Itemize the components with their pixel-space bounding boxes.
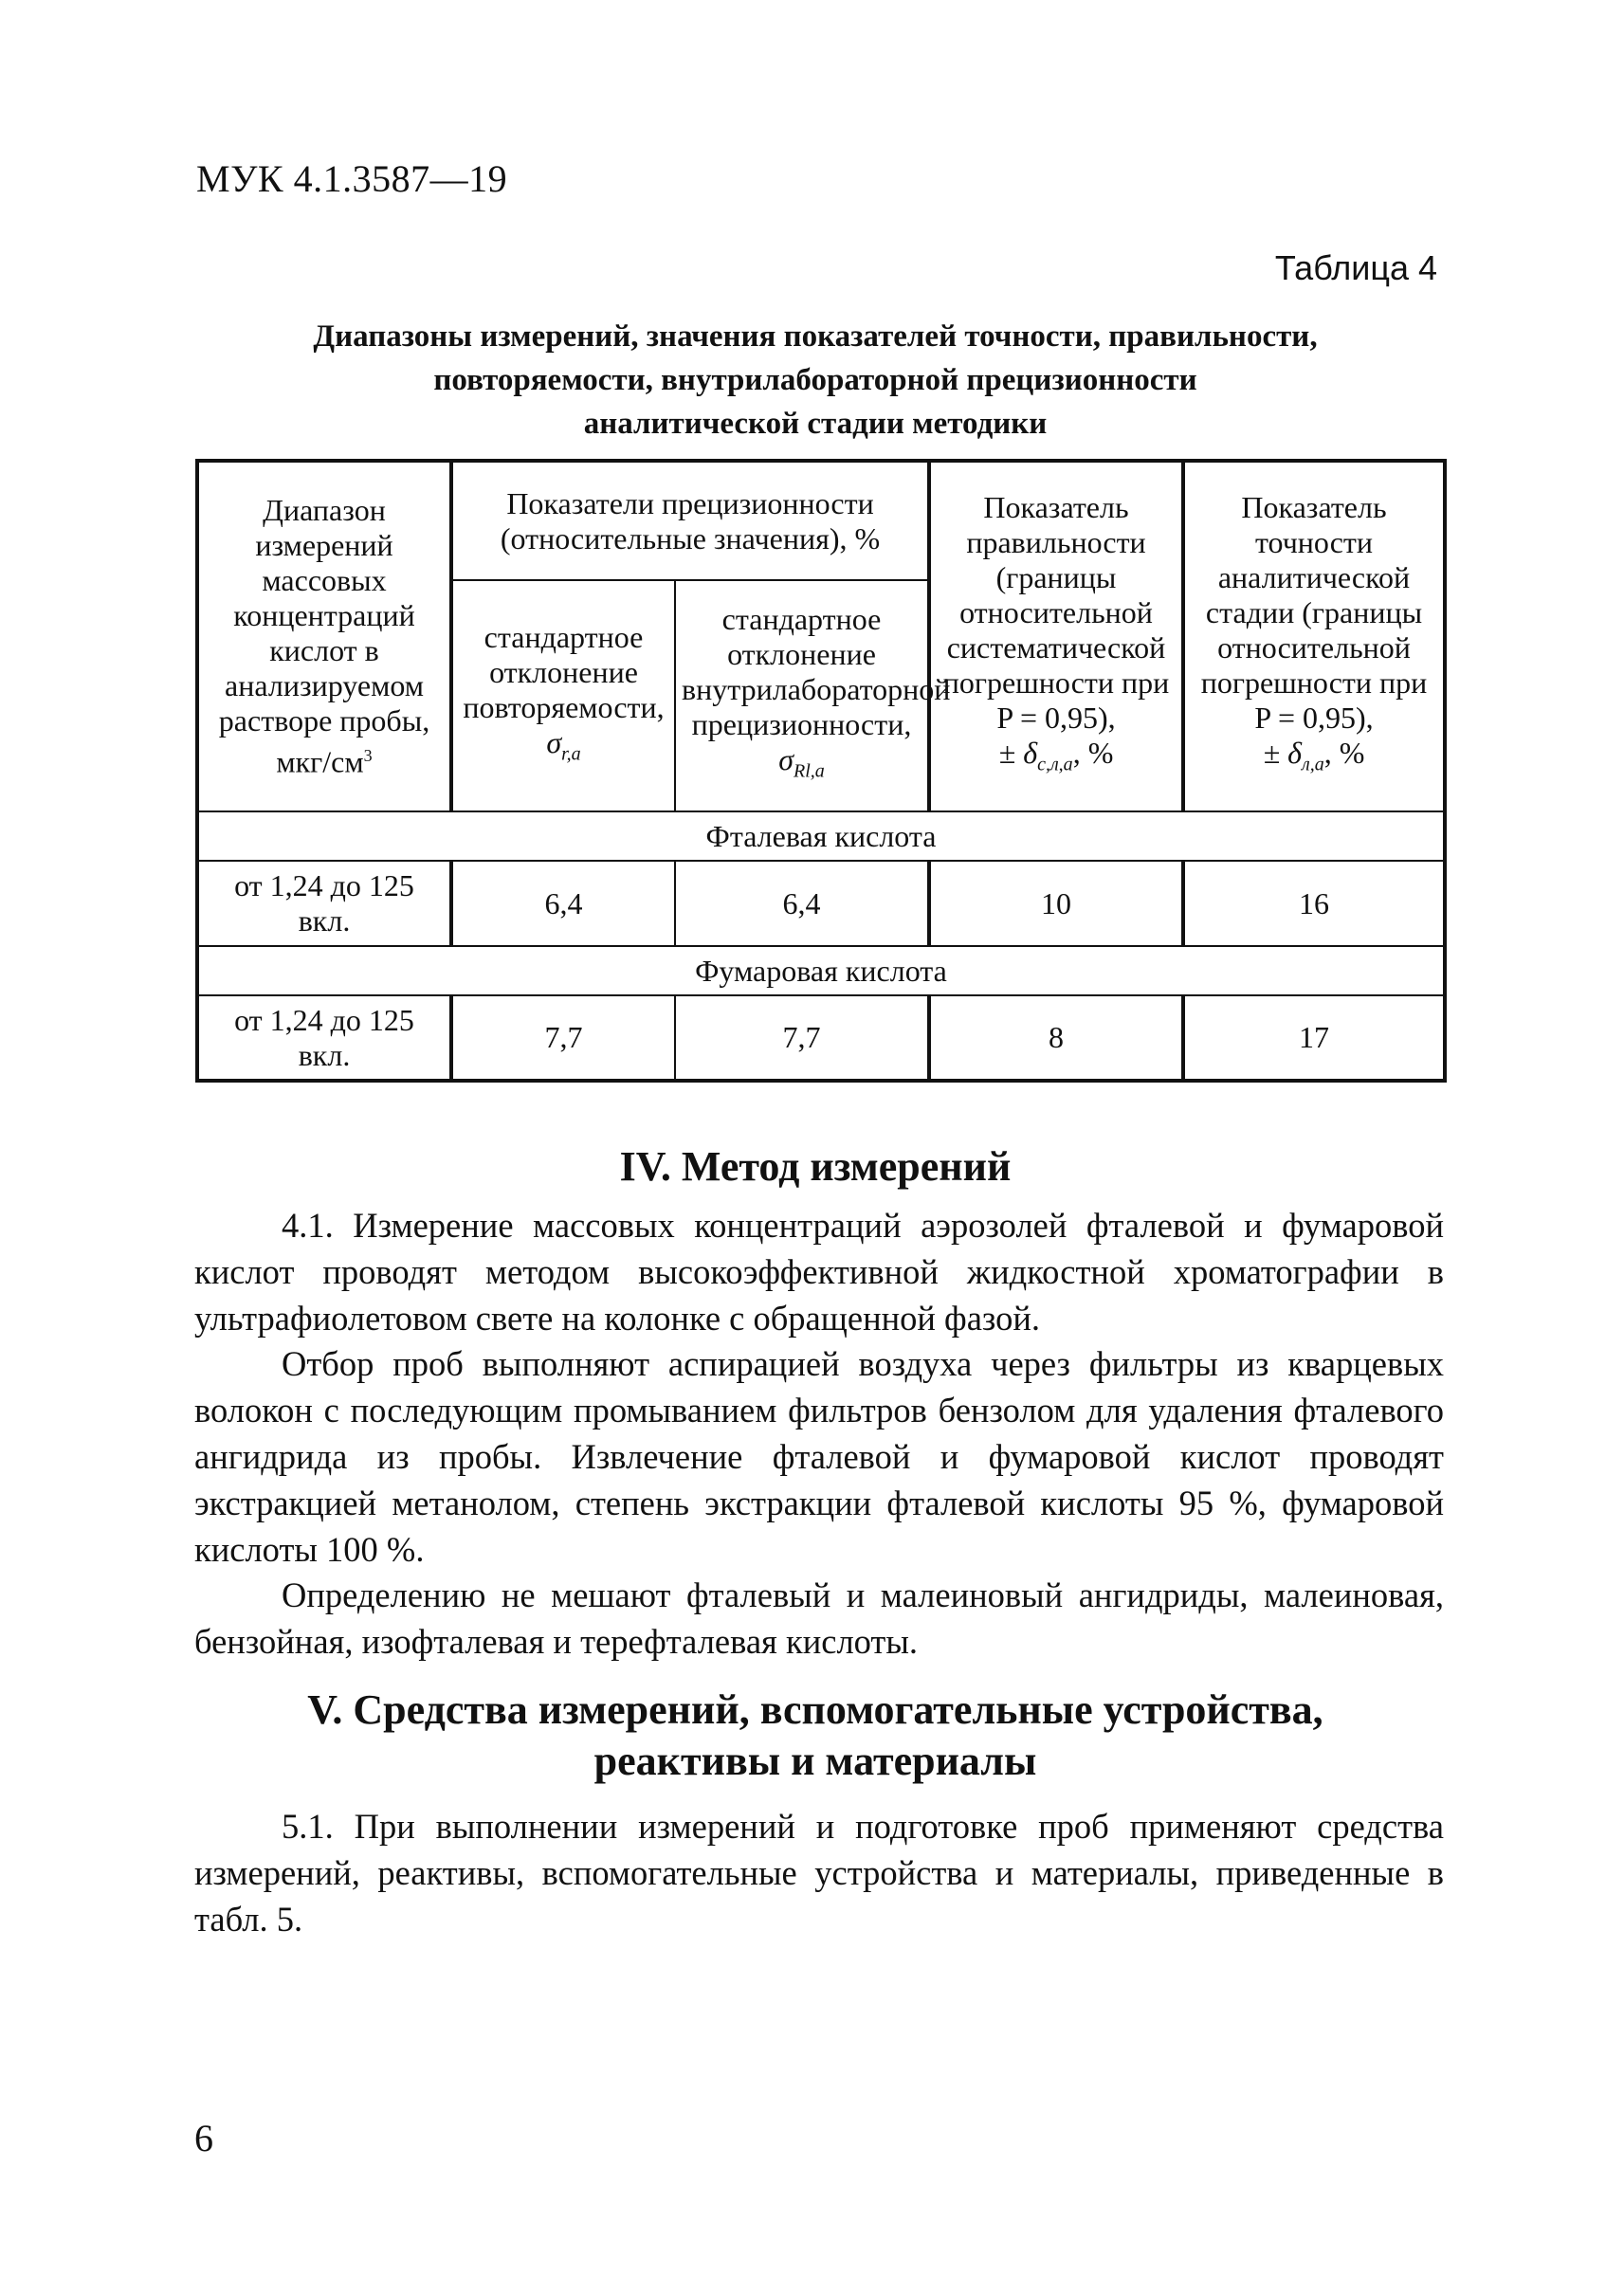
value-cell: 17 [1183, 995, 1445, 1081]
value-cell: 6,4 [451, 861, 675, 946]
range-cell: от 1,24 до 125 вкл. [197, 995, 451, 1081]
value-cell: 7,7 [675, 995, 929, 1081]
paragraph: 5.1. При выполнении измерений и подготовке проб применяют средства измерений, реактивы, вспомогательные устройства и материалы, приведенные в табл. 5. [194, 1807, 1444, 1939]
value-cell: 6,4 [675, 861, 929, 946]
header-repeatability: стандартное отклонение повторяемости, $\sigma_{r,a}$ [451, 580, 675, 811]
group-row: Фталевая кислота [197, 811, 1445, 861]
precision-table [195, 459, 1447, 1083]
header-bias: Показатель правильности (границы относительной систематической погрешности при P = 0,95), ± $\delta_{с,л,а}$, % [929, 461, 1183, 811]
table-title-line: аналитической стадии методики [583, 407, 1048, 441]
section-heading: V. Средства измерений, вспомогательные устройства, реактивы и материалы [307, 1686, 1323, 1784]
header-range: Диапазон измерений массовых концентраций кислот в анализируемом растворе пробы, мкг/$см^3$ [197, 461, 451, 811]
header-intralab: стандартное отклонение внутрилабораторной прецизионности, $\sigma_{Rl,a}$ [675, 580, 929, 811]
page-number: 6 [194, 2117, 213, 2159]
group-row: Фумаровая кислота [197, 946, 1445, 995]
range-cell: от 1,24 до 125 вкл. [197, 861, 451, 946]
table-title-line: повторяемости, внутрилабораторной прецизионности [433, 363, 1197, 397]
header-accuracy: Показатель точности аналитической стадии (границы относительной погрешности при P = 0,95), ± $\delta_{л,а}$, % [1183, 461, 1445, 811]
paragraph: Отбор проб выполняют аспирацией воздуха через фильтры из кварцевых волокон с последующим промыванием фильтров бензолом для удаления фталевого ангидрида из пробы. Извлечение фталевой и фумаровой кислот проводят экстракцией метанолом, степень экстракции фталевой кислоты 95 %, фумаровой кислоты 100 %. [194, 1344, 1444, 1569]
paragraph: 4.1. Измерение массовых концентраций аэрозолей фталевой и фумаровой кислот проводят методом высокоэффективной жидкостной хроматографии в ультрафиолетовом свете на колонке с обращенной фазой. [194, 1206, 1444, 1338]
value-cell: 8 [929, 995, 1183, 1081]
document-code: МУК 4.1.3587—19 [196, 157, 508, 200]
paragraph: Определению не мешают фталевый и малеиновый ангидриды, малеиновая, бензойная, изофталевая и терефталевая кислоты. [194, 1576, 1444, 1661]
section-heading: IV. Метод измерений [619, 1143, 1012, 1190]
value-cell: 16 [1183, 861, 1445, 946]
value-cell: 7,7 [451, 995, 675, 1081]
table-label: Таблица 4 [1274, 248, 1437, 287]
table-title [190, 315, 1441, 446]
table-title-line: Диапазоны измерений, значения показателей точности, правильности, [313, 319, 1318, 354]
value-cell: 10 [929, 861, 1183, 946]
header-precision-group: Показатели прецизионности (относительные значения), % [451, 461, 929, 580]
